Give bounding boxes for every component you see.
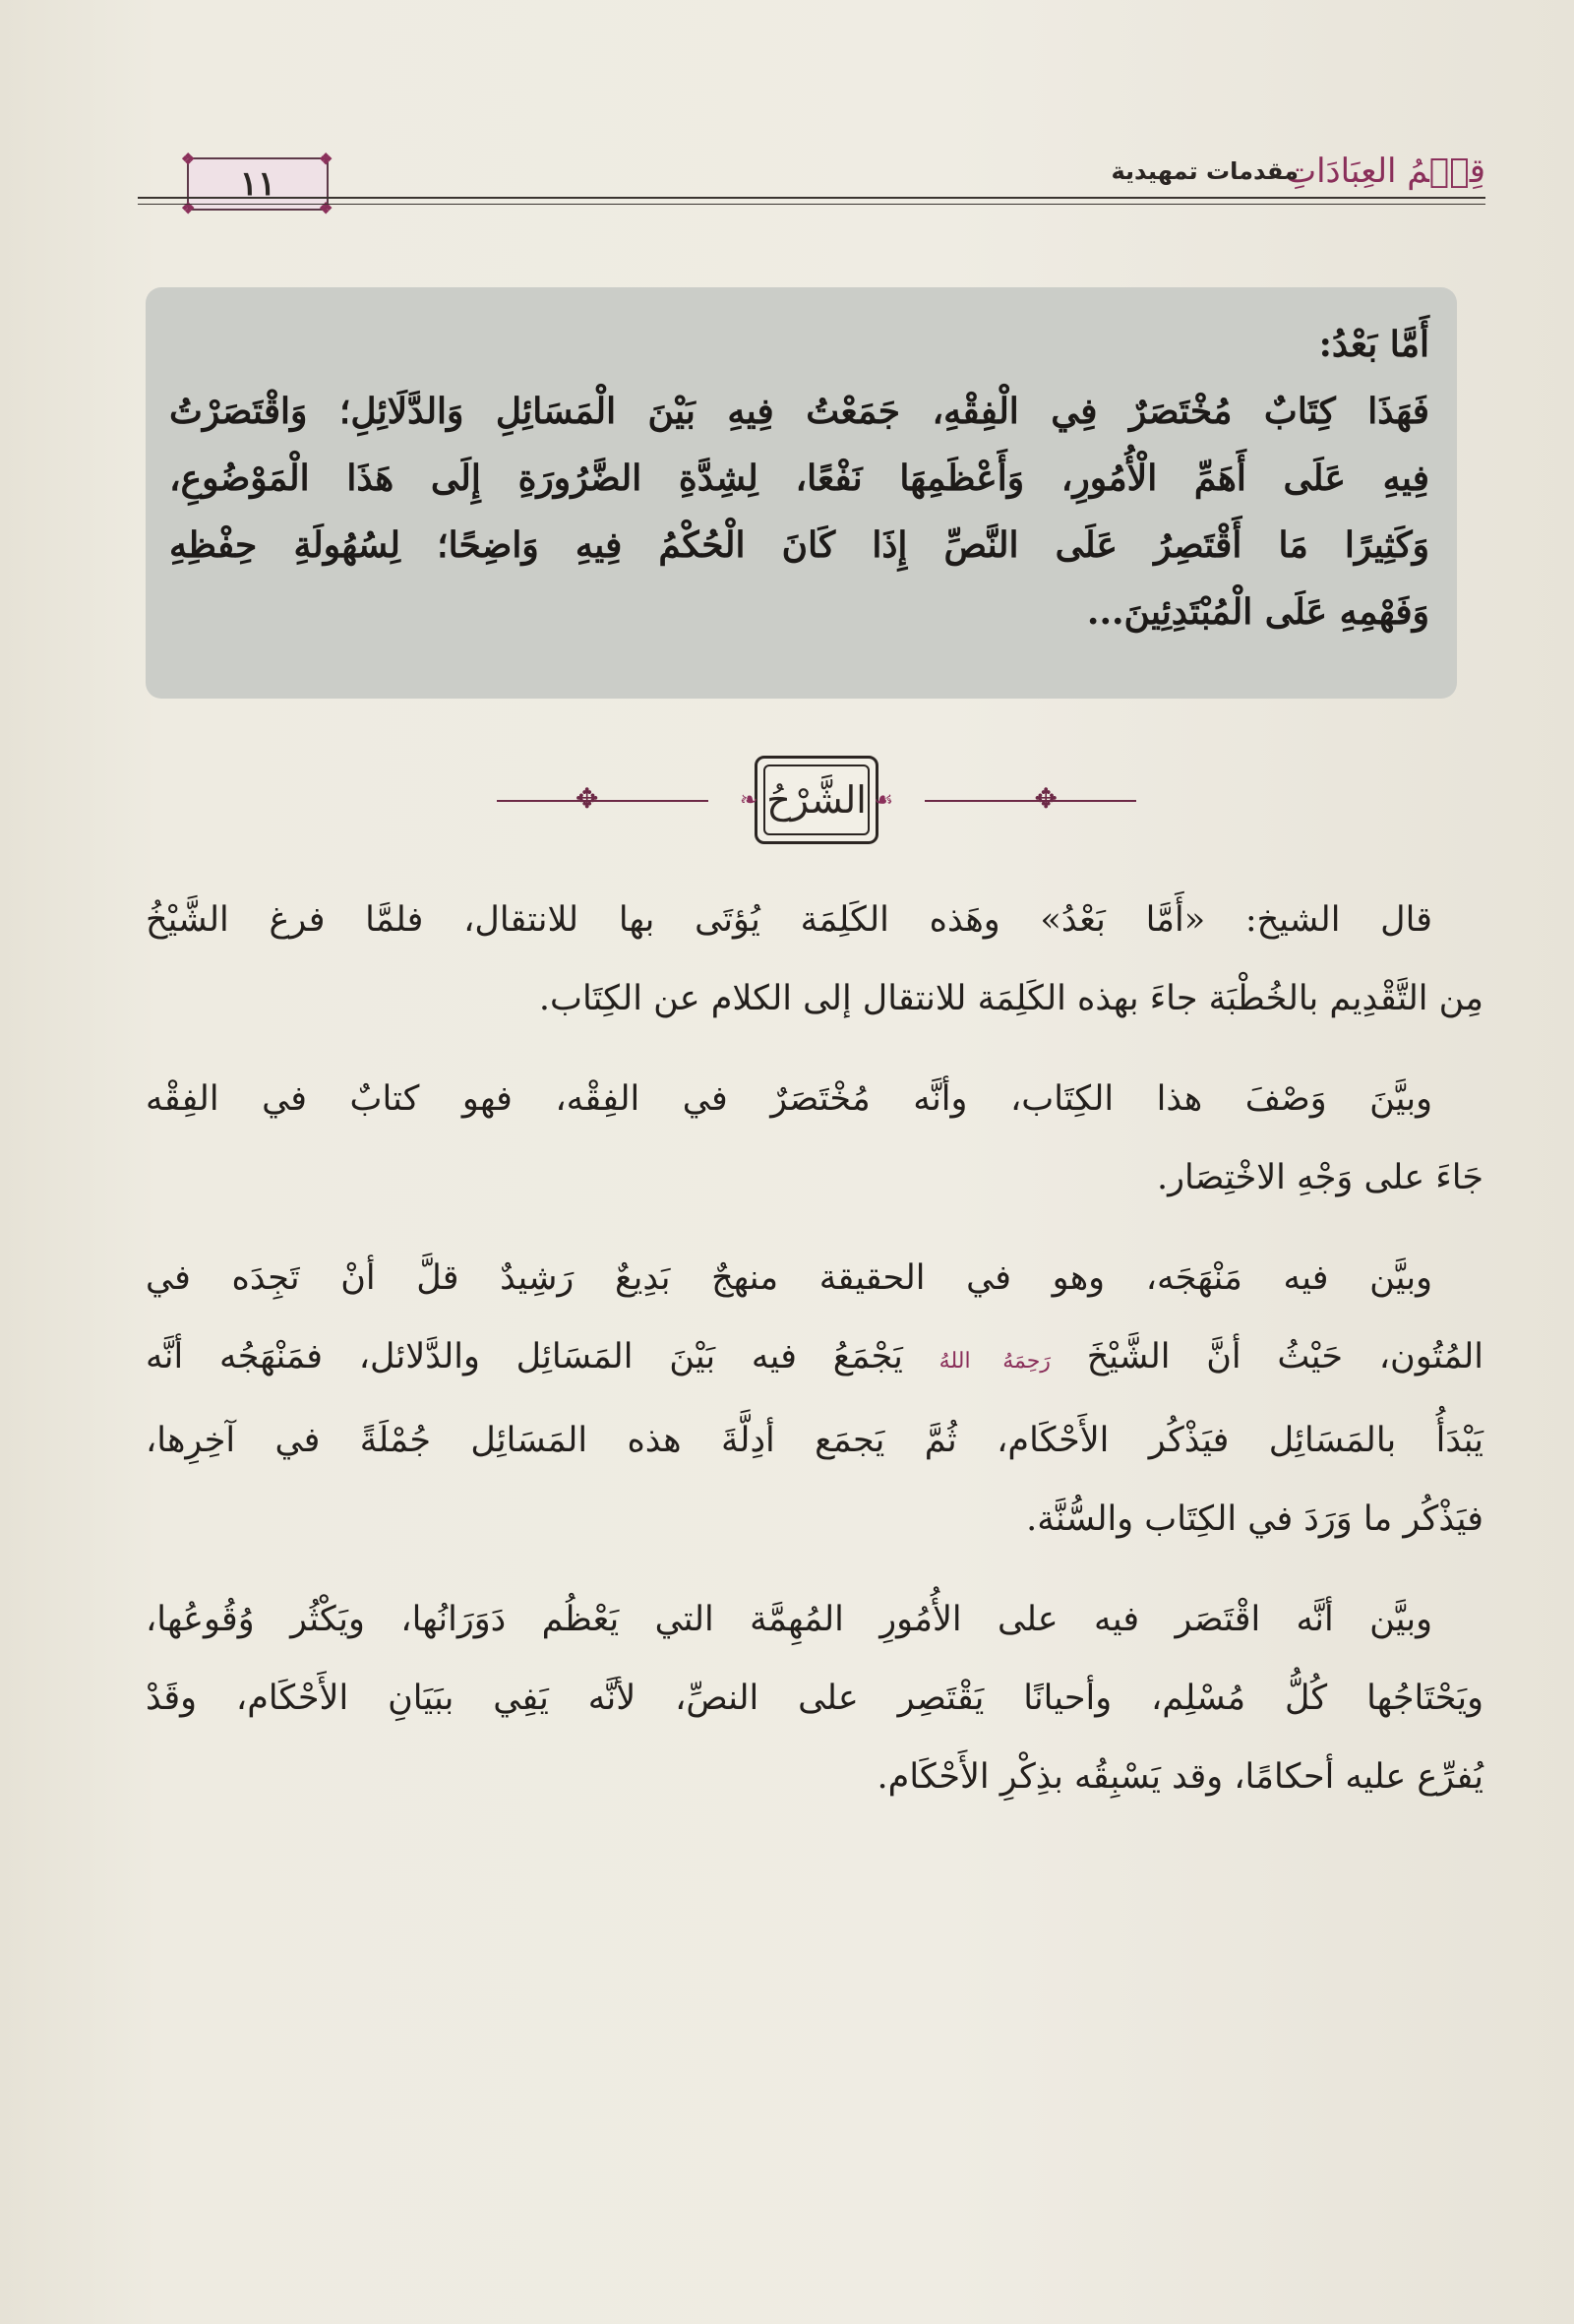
- text-line-with-honorific: [146, 1317, 1483, 1401]
- sharh-label: الشَّرْحُ: [766, 778, 867, 822]
- floral-ornament-icon: ✥: [1034, 782, 1058, 815]
- paragraph: [146, 1580, 1483, 1816]
- matn-text-box: [146, 287, 1457, 699]
- page-header: [138, 148, 1485, 226]
- sharh-divider: [497, 756, 1136, 844]
- page-number: ١١: [239, 164, 276, 204]
- text-segment: يَجْمَعُ فيه بَيْنَ المَسَائِل والدَّلائل، فمَنْهَجُه أنَّه: [146, 1337, 903, 1376]
- sharh-heading-box: [740, 756, 893, 844]
- corner-ornament-icon: ❖: [181, 199, 196, 217]
- matn-line: فَهَذَا كِتَابٌ مُخْتَصَرٌ فِي الْفِقْهِ، جَمَعْتُ فِيهِ بَيْنَ الْمَسَائِلِ وَالدَّلَائِلِ؛ وَاقْتَصَرْتُ: [169, 391, 1429, 432]
- section-title: قِسۡمُ العِبَادَاتِ: [1285, 152, 1485, 191]
- section-subtitle: مقدمات تمهيدية: [1111, 157, 1299, 185]
- divider-line: [925, 800, 1136, 802]
- divider-line: [497, 800, 708, 802]
- page-number-box: [181, 150, 333, 217]
- corner-ornament-icon: ❖: [319, 150, 333, 168]
- corner-ornament-icon: ❖: [181, 150, 196, 168]
- paragraph: [146, 881, 1483, 1038]
- matn-line: أَمَّا بَعْدُ:: [1318, 324, 1429, 365]
- paragraph: [146, 1239, 1483, 1559]
- text-line: جَاءَ على وَجْهِ الاخْتِصَار.: [1156, 1158, 1483, 1197]
- side-ornament-icon: ❧: [740, 788, 758, 813]
- text-line: يَبْدَأُ بالمَسَائِل فيَذْكُر الأَحْكَام، ثُمَّ يَجمَع أدِلَّةَ هذه المَسَائِل جُمْلَةً في آخِرِها،: [146, 1421, 1483, 1460]
- text-line: فيَذْكُر ما وَرَدَ في الكِتَاب والسُّنَّة.: [1026, 1499, 1483, 1539]
- text-line: قال الشيخ: «أَمَّا بَعْدُ» وهَذه الكَلِمَة يُؤتَى بها للانتقال، فلمَّا فرغ الشَّيْخُ: [146, 900, 1432, 940]
- corner-ornament-icon: ❖: [319, 199, 333, 217]
- text-segment: المُتُون، حَيْثُ أنَّ الشَّيْخَ: [1086, 1337, 1483, 1376]
- matn-line: وَفَهْمِهِ عَلَى الْمُبْتَدِئِينَ...: [1086, 591, 1429, 633]
- matn-line: فِيهِ عَلَى أَهَمِّ الْأُمُورِ، وَأَعْظَمِهَا نَفْعًا، لِشِدَّةِ الضَّرُورَةِ إِلَى هَذَا الْمَوْضُوعِ،: [169, 458, 1429, 499]
- text-line: يُفرِّع عليه أحكامًا، وقد يَسْبِقُه بذِكْرِ الأَحْكَام.: [877, 1757, 1483, 1797]
- floral-ornament-icon: ✥: [575, 782, 599, 815]
- paragraph: [146, 1060, 1483, 1217]
- matn-line: وَكَثِيرًا مَا أَقْتَصِرُ عَلَى النَّصِّ إِذَا كَانَ الْحُكْمُ فِيهِ وَاضِحًا؛ لِسُهُولَةِ حِفْظِهِ: [169, 524, 1429, 566]
- side-ornament-icon: ☙: [874, 788, 893, 813]
- text-line: وبيَّن أنَّه اقْتَصَر فيه على الأُمُورِ المُهِمَّة التي يَعْظُم دَوَرَانُها، ويَكْثُر وُقُوعُها،: [146, 1600, 1432, 1639]
- header-rule: [138, 197, 1485, 199]
- honorific: رَحِمَهُ اللهُ: [938, 1349, 1051, 1374]
- header-rule-thin: [138, 204, 1485, 205]
- text-line: وبيَّنَ وَصْفَ هذا الكِتَاب، وأنَّه مُخْتَصَرٌ في الفِقْه، فهو كتابٌ في الفِقْه: [146, 1079, 1432, 1119]
- text-line: وبيَّن فيه مَنْهَجَه، وهو في الحقيقة منهجٌ بَدِيعٌ رَشِيدٌ قلَّ أنْ تَجِدَه في: [146, 1258, 1432, 1298]
- text-line: ويَحْتَاجُها كُلُّ مُسْلِم، وأحيانًا يَقْتَصِر على النصِّ، لأنَّه يَفِي ببَيَانِ الأَحْكَام، وقَدْ: [146, 1679, 1483, 1718]
- text-line: مِن التَّقْدِيم بالخُطْبَة جاءَ بهذه الكَلِمَة للانتقال إلى الكلام عن الكِتَاب.: [538, 979, 1483, 1018]
- commentary-body: [146, 881, 1483, 1838]
